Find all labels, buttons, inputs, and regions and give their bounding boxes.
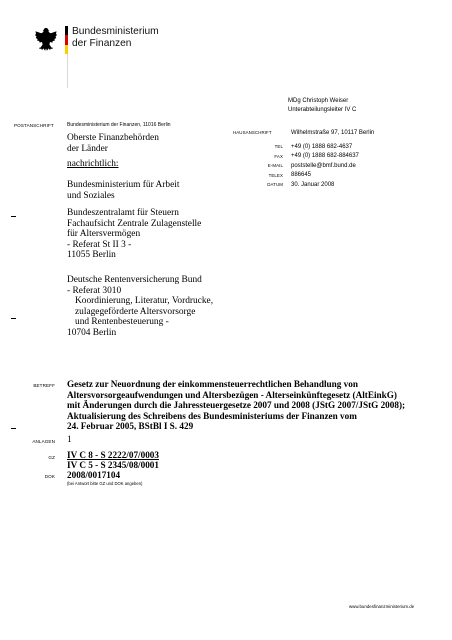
betreff-line: Gesetz zur Neuordnung der einkommensteuerrechtlichen Behandlung von: [67, 379, 358, 389]
sender-title: Unterabteilungsleiter IV C: [288, 107, 357, 113]
federal-eagle-logo: [34, 26, 58, 54]
fold-mark: [11, 318, 16, 319]
anlagen-label: ANLAGEN: [32, 439, 55, 444]
recipient-line: Koordinierung, Literatur, Vordrucke,: [75, 296, 214, 307]
contact-row: [233, 142, 374, 152]
gz-label: GZ: [48, 455, 55, 460]
recipient-block-4: [67, 275, 213, 339]
recipient-block-1: [67, 133, 159, 154]
fold-mark: [11, 216, 16, 217]
nachrichtlich-label: nachrichtlich:: [67, 159, 119, 169]
gz-value-2: IV C 5 - S 2345/08/0001: [67, 460, 159, 470]
footer-url[interactable]: www.bundesfinanzministerium.de: [349, 604, 415, 609]
postal-value: Bundesministerium der Finanzen, 11016 Berlin: [67, 122, 171, 128]
recipient-line: Oberste Finanzbehörden: [67, 133, 159, 143]
betreff-line: 24. Februar 2005, BStBl I S. 429: [67, 421, 194, 432]
contact-row: [233, 171, 374, 181]
recipient-line: Bundeszentralamt für Steuern: [67, 208, 179, 218]
eagle-icon: [34, 26, 58, 54]
recipient-line: Bundesministerium für Arbeit: [67, 180, 180, 190]
anlagen-value: 1: [67, 435, 72, 445]
recipient-line: zulagegeförderte Altersvorsorge: [75, 306, 196, 317]
recipient-line: und Rentenbesteuerung -: [75, 317, 169, 328]
fold-mark: [11, 428, 16, 429]
postal-label: POSTANSCHRIFT: [14, 123, 54, 128]
sender-name: MDg Christoph Weiser: [288, 98, 349, 104]
recipient-line: für Altersvermögen: [67, 229, 141, 240]
contact-value: +49 (0) 1888 682-884637: [291, 153, 359, 160]
gz-values: [67, 450, 159, 470]
contact-row: [233, 128, 374, 138]
betreff-text: [67, 379, 405, 432]
contact-row: [233, 161, 374, 171]
contact-label: TELEX: [268, 172, 283, 178]
recipient-block-3: [67, 208, 201, 261]
contact-label: TEL: [274, 144, 283, 150]
recipient-line: und Soziales: [67, 190, 115, 201]
date-value: 30. Januar 2008: [291, 181, 335, 188]
recipient-line: Deutsche Rentenversicherung Bund: [67, 275, 202, 285]
contact-row: [233, 151, 374, 161]
recipient-line: 10704 Berlin: [67, 327, 117, 338]
contact-value: +49 (0) 1888 682-4637: [291, 143, 353, 150]
recipient-line: der Länder: [67, 143, 108, 154]
recipient-line: Fachaufsicht Zentrale Zulagenstelle: [67, 218, 202, 229]
contact-value: 886645: [291, 172, 312, 179]
gz-value-1: IV C 8 - S 2222/07/0003: [67, 450, 159, 460]
ministry-name: [72, 26, 159, 50]
dok-note: (bei Antwort bitte GZ und DOK angeben): [67, 481, 143, 486]
contact-label: FAX: [274, 153, 283, 159]
ministry-name-line2: der Finanzen: [72, 38, 132, 49]
letterhead-flag-bar: [65, 26, 68, 54]
recipient-line: - Referat St II 3 -: [67, 239, 132, 250]
sender-block: [288, 97, 356, 115]
contact-label: E-MAIL: [267, 163, 283, 169]
betreff-line: Altersvorsorgeaufwendungen und Altersbezügen - Alterseinkünftegesetz (AltEinkG): [67, 389, 397, 400]
betreff-line: mit Änderungen durch die Jahressteuergesetze 2007 und 2008 (JStG 2007/JStG 2008);: [67, 400, 406, 411]
recipient-line: 11055 Berlin: [67, 250, 116, 261]
contact-value: Wilhelmstraße 97, 10117 Berlin: [291, 129, 375, 136]
betreff-label: BETREFF: [33, 383, 55, 388]
ministry-name-line1: Bundesministerium: [72, 26, 159, 37]
contact-block: [233, 128, 374, 190]
dok-label: DOK: [44, 474, 55, 479]
contact-row: [233, 180, 374, 190]
recipient-line: - Referat 3010: [67, 285, 122, 296]
contact-label: HAUSANSCHRIFT: [233, 130, 272, 136]
dok-value: 2008/0017104: [67, 470, 121, 480]
betreff-line: Aktualisierung des Schreibens des Bundesministeriums der Finanzen vom: [67, 410, 357, 421]
contact-label: DATUM: [267, 182, 283, 188]
email-value[interactable]: poststelle@bmf.bund.de: [291, 162, 356, 169]
letterhead-divider: [67, 54, 68, 88]
recipient-block-2: [67, 180, 180, 201]
